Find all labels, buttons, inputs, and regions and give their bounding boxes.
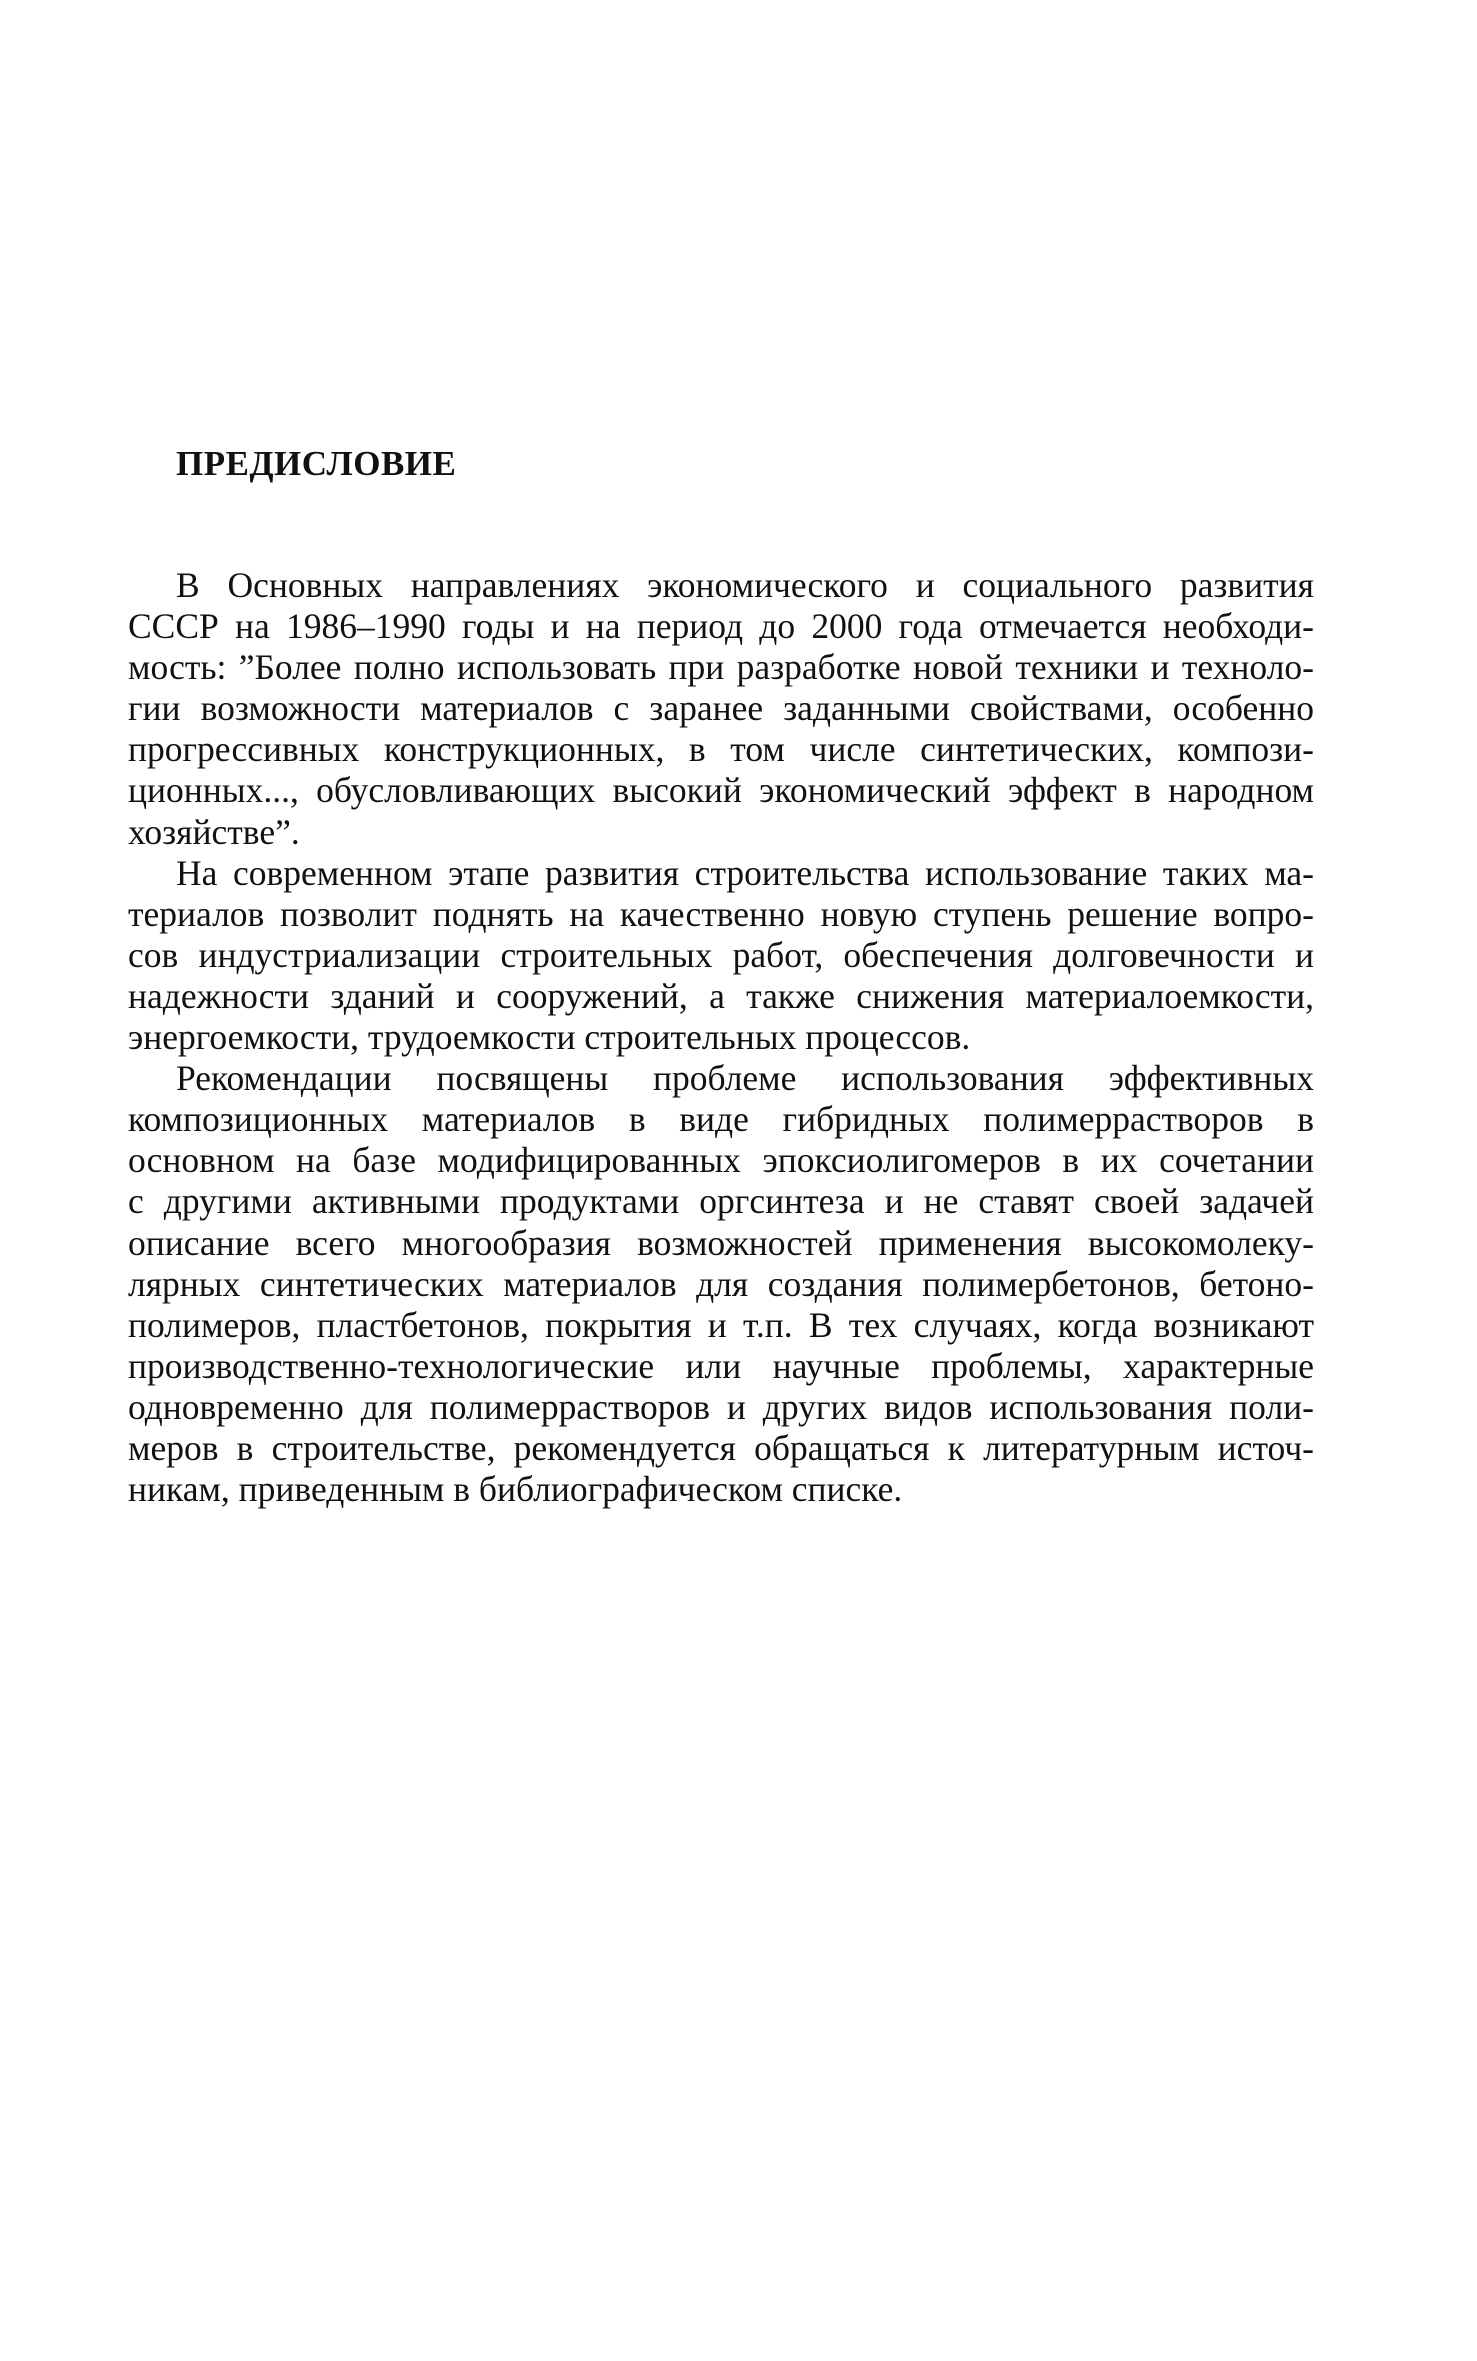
paragraph-1-line-1: В Основных направлениях экономического и социального развития: [176, 565, 1314, 605]
paragraph-1-line-6: ционных..., обусловливающих высокий экономический эффект в народном: [128, 770, 1314, 811]
paragraph-3-line-3: основном на базе модифицированных эпоксиолигомеров в их сочетании: [128, 1140, 1314, 1181]
paragraph-3-line-7: полимеров, пластбетонов, покрытия и т.п. В тех случаях, когда возникают: [128, 1304, 1314, 1345]
paragraph-1-line-5: прогрессивных конструкционных, в том числе синтетических, компози-: [128, 729, 1314, 770]
paragraph-3-line-9: одновременно для полимеррастворов и других видов использования поли-: [128, 1386, 1314, 1427]
paragraph-1-line-3: мость: ”Более полно использовать при разработке новой техники и техноло-: [128, 647, 1314, 688]
paragraph-1-line-7: хозяйстве”.: [128, 811, 300, 852]
paragraph-3-line-2: композиционных материалов в виде гибридных полимеррастворов в: [128, 1099, 1314, 1140]
paragraph-1-line-4: гии возможности материалов с заранее заданными свойствами, особенно: [128, 688, 1314, 729]
document-body: [128, 565, 1314, 1510]
paragraph-3-line-6: лярных синтетических материалов для создания полимербетонов, бетоно-: [128, 1263, 1314, 1304]
paragraph-1-line-2: СССР на 1986–1990 годы и на период до 2000 года отмечается необходи-: [128, 606, 1314, 647]
paragraph-3-line-11: никам, приведенным в библиографическом списке.: [128, 1469, 903, 1510]
page-title: ПРЕДИСЛОВИЕ: [176, 444, 457, 483]
paragraph-3-line-4: с другими активными продуктами оргсинтеза и не ставят своей задачей: [128, 1181, 1314, 1222]
paragraph-2-line-3: сов индустриализации строительных работ, обеспечения долговечности и: [128, 934, 1314, 975]
paragraph-3-line-5: описание всего многообразия возможностей применения высокомолеку-: [128, 1222, 1314, 1263]
paragraph-2-line-2: териалов позволит поднять на качественно новую ступень решение вопро-: [128, 893, 1314, 934]
paragraph-3-line-8: производственно-технологические или научные проблемы, характерные: [128, 1345, 1314, 1386]
paragraph-2-line-1: На современном этапе развития строительства использование таких ма-: [176, 852, 1314, 893]
paragraph-3-line-10: меров в строительстве, рекомендуется обращаться к литературным источ-: [128, 1427, 1314, 1468]
paragraph-3-line-1: Рекомендации посвящены проблеме использования эффективных: [176, 1058, 1314, 1099]
paragraph-2-line-4: надежности зданий и сооружений, а также снижения материалоемкости,: [128, 975, 1314, 1016]
paragraph-2-line-5: энергоемкости, трудоемкости строительных процессов.: [128, 1017, 971, 1058]
